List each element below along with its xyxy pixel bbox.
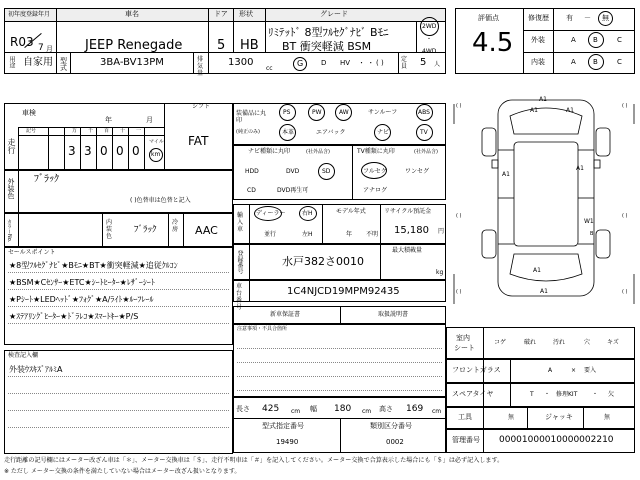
divider bbox=[523, 30, 635, 31]
glass-label: フロントガラス bbox=[452, 366, 501, 374]
navi-dvd: DVD bbox=[286, 168, 300, 175]
int-a: A bbox=[571, 58, 576, 66]
jack-label: ジャッキ bbox=[545, 413, 573, 421]
inspector-line: 外装ｳｽｷｽﾞｱﾙﾐA bbox=[9, 365, 63, 374]
navi-title: ナビ種類に丸印 bbox=[248, 148, 291, 155]
tv-fullseg: フルセグ bbox=[363, 168, 387, 175]
plate-side: 登録番号 bbox=[236, 250, 243, 274]
recycle-value: 15,180 bbox=[394, 225, 429, 236]
repair-no: 無 bbox=[602, 14, 609, 22]
jack-none: 無 bbox=[604, 414, 611, 421]
dmg-b: B bbox=[590, 231, 594, 237]
tv-oneseg: ワンセグ bbox=[405, 168, 430, 175]
divider bbox=[249, 280, 250, 302]
dmg-paren: ( ) bbox=[622, 103, 628, 109]
equip-aw: AW bbox=[339, 109, 349, 116]
divider bbox=[340, 306, 341, 324]
glass-a: A bbox=[548, 367, 553, 374]
sales-line: ★BSM★Cｾﾝｻｰ★ETC★ｼｰﾄﾋｰﾀｰ★ﾚｻﾞｰｼｰﾄ bbox=[9, 278, 155, 287]
year-era: R03 bbox=[10, 35, 34, 49]
type-label: 型式指定番号 bbox=[262, 422, 304, 430]
import-label: 輸入車 bbox=[237, 212, 244, 233]
dmg-a1: A1 bbox=[576, 165, 584, 172]
year-label: 初年度登録年月 bbox=[8, 11, 51, 18]
grade-line2: BT 衝突軽減 BSM bbox=[282, 40, 372, 53]
ac-label: 冷房 bbox=[172, 219, 179, 233]
dmg-w1: W1 bbox=[584, 218, 594, 225]
sales-line: ★8型ﾌﾙｾｸﾞﾅﾋﾞ★Bﾓﾆ★BT★衝突軽減★追従ｸﾙｺﾝ bbox=[9, 261, 178, 270]
mileage-digit: 3 bbox=[84, 144, 92, 158]
grade-label: グレード bbox=[320, 10, 348, 18]
divider bbox=[56, 8, 57, 74]
divider bbox=[168, 213, 169, 247]
equip-sub: (純正のみ) bbox=[236, 129, 260, 135]
ext-b: B bbox=[593, 36, 598, 44]
tools-label: 工具 bbox=[458, 413, 472, 421]
ext-c: C bbox=[617, 36, 622, 44]
spare-dot: ・ bbox=[592, 391, 599, 398]
repair-label: 修復歴 bbox=[528, 14, 549, 22]
spare-kit: 修理KIT bbox=[556, 391, 578, 398]
color-note: ( )色替車は色替と記入 bbox=[130, 197, 191, 204]
tv-sub: (社外品含) bbox=[414, 149, 438, 155]
fuel-d: D bbox=[321, 59, 327, 67]
divider bbox=[340, 418, 341, 453]
type-value: 19490 bbox=[276, 438, 299, 446]
equip-leather: 本革 bbox=[282, 129, 295, 136]
model-label: 型式 bbox=[60, 57, 67, 72]
rule bbox=[8, 410, 229, 411]
rule bbox=[8, 306, 229, 307]
month-unit: 月 bbox=[46, 45, 53, 53]
chassis-value: 1C4NJCD19MPM92435 bbox=[287, 286, 400, 297]
unit-mile: マイル bbox=[149, 139, 164, 145]
grade-title: 評価点 bbox=[478, 14, 499, 22]
digit-hyaku: 百 bbox=[104, 128, 110, 134]
digit-juu: 十 bbox=[120, 128, 126, 134]
fuel-g: G bbox=[297, 59, 304, 68]
divider bbox=[18, 127, 19, 170]
color-side-label: 外装色 bbox=[7, 178, 15, 199]
notes-section bbox=[233, 324, 446, 397]
inspect-label: 車検 bbox=[22, 109, 36, 117]
load-label: 最大積載量 bbox=[392, 247, 423, 254]
shape-value: HB bbox=[240, 38, 259, 53]
tv-analog: アナログ bbox=[363, 187, 388, 194]
equip-abs: ABS bbox=[418, 109, 430, 116]
divider bbox=[510, 359, 511, 383]
int-color-value: ﾌﾞﾗｯｸ bbox=[134, 225, 157, 235]
divider bbox=[380, 244, 381, 280]
dmg-a1: A1 bbox=[530, 107, 538, 114]
glass-repl: 要入 bbox=[584, 367, 597, 374]
int-color-label: 内装色 bbox=[106, 219, 113, 240]
rule bbox=[8, 323, 229, 324]
divider bbox=[380, 204, 381, 244]
seat-kizu: キズ bbox=[607, 339, 619, 346]
drive-dot: ・ bbox=[426, 36, 433, 43]
dmg-a1: A1 bbox=[533, 267, 541, 274]
cap-label: 定員 bbox=[401, 56, 408, 70]
repair-yes: 有 bbox=[566, 14, 573, 22]
plate-value: 水戸382さ0010 bbox=[282, 255, 364, 268]
equip-ps: PS bbox=[283, 109, 291, 116]
spare-label: スペアタイヤ bbox=[452, 390, 494, 398]
navi-cd: CD bbox=[247, 187, 256, 194]
seat-label1: 室内 bbox=[456, 334, 470, 342]
fuel-hv: HV bbox=[340, 59, 351, 67]
rule bbox=[8, 272, 229, 273]
dmg-a1: A1 bbox=[566, 107, 574, 114]
ac-value: AAC bbox=[195, 224, 218, 237]
divider bbox=[18, 170, 19, 213]
shift-value: FAT bbox=[188, 134, 209, 148]
rule bbox=[8, 376, 229, 377]
divider bbox=[193, 52, 194, 74]
rule bbox=[8, 289, 229, 290]
tools-none: 無 bbox=[508, 414, 515, 421]
len-cm: cm bbox=[291, 408, 301, 415]
footer-line1: 走行距離の記号欄にはメーター改ざん車は「＊」、メーター交換車は「＄」、走行不明車は「＃」を記入してください。メーター交換で合算表示した場合にも「＄」は必ず記入します。 bbox=[4, 457, 504, 464]
rule bbox=[8, 393, 229, 394]
use-value: 自家用 bbox=[23, 57, 53, 68]
divider bbox=[70, 52, 71, 74]
mileage-digit: 0 bbox=[132, 144, 140, 158]
digit-ichi: 一 bbox=[136, 128, 142, 134]
sales-label: セールスポイント bbox=[8, 249, 56, 256]
divider bbox=[18, 135, 164, 136]
ext-label: 外装 bbox=[531, 36, 545, 44]
divider bbox=[144, 127, 145, 170]
cat-label: 類別区分番号 bbox=[370, 422, 412, 430]
tv-title: TV種類に丸印 bbox=[357, 148, 395, 155]
hgt-value: 169 bbox=[406, 404, 424, 414]
footer-line2: ※ ただし メーター交換の条件を満たしていない場合はメーター改ざん扱いとなります。 bbox=[4, 468, 241, 475]
len-label: 長さ bbox=[236, 405, 250, 413]
rule bbox=[237, 390, 442, 391]
equip-tv: TV bbox=[420, 129, 428, 136]
hgt-label: 高さ bbox=[379, 405, 393, 413]
import-dealer: ディーラー bbox=[256, 210, 286, 217]
year-month: 7 bbox=[38, 43, 44, 53]
ext-a: A bbox=[571, 36, 576, 44]
dmg-paren: ( ) bbox=[456, 289, 462, 295]
import-parallel: 並行 bbox=[264, 231, 277, 238]
divider bbox=[102, 213, 103, 247]
divider bbox=[523, 52, 635, 53]
sales-line: ★ｽﾃｱﾘﾝｸﾞﾋｰﾀｰ★ﾄﾞﾗﾚｺ★ｽﾏｰﾄｷｰ★P/S bbox=[9, 312, 139, 321]
mileage-digit: 0 bbox=[100, 144, 108, 158]
notes-title: 注意事項・不具合箇所 bbox=[237, 326, 288, 332]
divider bbox=[183, 213, 184, 247]
inspector-label: 検査記入欄 bbox=[8, 352, 39, 359]
digit-sen: 千 bbox=[88, 128, 94, 134]
use-label: 用途 bbox=[8, 56, 15, 68]
drive-2wd: 2WD bbox=[422, 23, 437, 30]
mileage-digit: 0 bbox=[116, 144, 124, 158]
seat-yogore: 汚れ bbox=[553, 339, 566, 346]
cc-unit: cc bbox=[266, 65, 273, 72]
year-unknown: 不明 bbox=[366, 231, 379, 238]
divider bbox=[128, 127, 129, 170]
divider bbox=[523, 8, 524, 74]
docs-warranty: 新車保証書 bbox=[270, 311, 301, 318]
mgmt-value: 00001000010000002210 bbox=[499, 435, 614, 445]
divider bbox=[64, 127, 65, 170]
model-value: 3BA-BV13PM bbox=[100, 57, 164, 68]
seat-label2: シート bbox=[454, 344, 475, 352]
record-label: 記号 bbox=[26, 128, 37, 134]
int-label: 内装 bbox=[531, 58, 545, 66]
divider bbox=[96, 127, 97, 170]
grade-score: 4.5 bbox=[472, 28, 514, 58]
shape-label: 形状 bbox=[239, 10, 253, 18]
person-unit: 人 bbox=[434, 61, 441, 68]
chassis-side: 車台番号 bbox=[236, 283, 243, 311]
len-value: 425 bbox=[262, 404, 280, 414]
wid-cm: cm bbox=[362, 408, 372, 415]
rule bbox=[237, 348, 442, 349]
dmg-a1: A1 bbox=[540, 288, 548, 295]
spare-ketsu: 欠 bbox=[608, 391, 615, 398]
repair-dash: － bbox=[584, 14, 591, 22]
divider bbox=[208, 52, 209, 74]
doors-label: ドア bbox=[214, 10, 228, 18]
equip-navi: ナビ bbox=[377, 129, 390, 136]
seat-koge: コゲ bbox=[494, 339, 507, 346]
divider bbox=[583, 407, 584, 429]
cat-value: 0002 bbox=[386, 438, 404, 446]
inspect-month: 月 bbox=[146, 116, 153, 124]
recycle-label: リサイクル預託金 bbox=[384, 208, 432, 215]
divider bbox=[164, 103, 165, 170]
dmg-paren: ( ) bbox=[456, 213, 462, 219]
dmg-paren: ( ) bbox=[456, 103, 462, 109]
dmg-paren: ( ) bbox=[622, 289, 628, 295]
drive-4wd: 4WD bbox=[422, 48, 437, 55]
int-b: B bbox=[593, 58, 598, 66]
int-c: C bbox=[617, 58, 622, 66]
import-rh: 右H bbox=[302, 210, 313, 217]
year-unit: 年 bbox=[346, 231, 353, 238]
dmg-a1: A1 bbox=[539, 96, 547, 103]
mgmt-label: 管理番号 bbox=[452, 436, 480, 444]
navi-hdd: HDD bbox=[245, 168, 259, 175]
model-year-label: モデル年式 bbox=[336, 208, 366, 215]
hgt-cm: cm bbox=[432, 408, 442, 415]
divider bbox=[249, 204, 250, 244]
glass-x: × bbox=[571, 367, 577, 374]
divider bbox=[416, 22, 417, 52]
divider bbox=[18, 213, 19, 247]
wid-label: 幅 bbox=[310, 405, 317, 413]
navi-sub: (社外品含) bbox=[306, 149, 330, 155]
unit-km: km bbox=[151, 151, 161, 158]
docs-manual: 取扱説明書 bbox=[378, 311, 409, 318]
shift-label: シフト bbox=[192, 103, 211, 110]
equip-airbag: エアバック bbox=[316, 129, 346, 136]
equip-sunroof: サンルーフ bbox=[368, 109, 398, 116]
spare-t: T bbox=[530, 391, 534, 398]
fuel-rest: ・ ・ bbox=[358, 59, 375, 67]
divider bbox=[265, 8, 266, 52]
recycle-yen: 円 bbox=[438, 228, 445, 235]
color-code-label: カラーNo. bbox=[6, 219, 12, 243]
navi-dvdp: DVD再生可 bbox=[277, 187, 309, 194]
divider bbox=[398, 52, 399, 74]
equip-label: 装備品に丸印 bbox=[236, 110, 267, 124]
rule bbox=[237, 362, 442, 363]
grade-line1: ﾘﾐﾃｯﾄﾞ 8型ﾌﾙｾｸﾞﾅﾋﾞ Bﾓﾆ bbox=[268, 26, 389, 39]
divider bbox=[249, 244, 250, 280]
inspect-year: 年 bbox=[105, 116, 112, 124]
fuel-paren: ( ) bbox=[376, 59, 384, 67]
disp-value: 1300 bbox=[228, 57, 254, 68]
divider bbox=[352, 145, 353, 200]
doors-value: 5 bbox=[217, 38, 226, 53]
seat-yabure: 破れ bbox=[524, 339, 537, 346]
divider bbox=[553, 8, 554, 74]
divider bbox=[80, 127, 81, 170]
spare-dot: ・ bbox=[544, 391, 551, 398]
divider bbox=[510, 383, 511, 407]
mileage-digit: 3 bbox=[68, 144, 76, 158]
dmg-a1: A1 bbox=[502, 171, 510, 178]
dmg-paren: ( ) bbox=[622, 213, 628, 219]
color-value: ﾌﾞﾗｯｸ bbox=[34, 174, 59, 185]
rule bbox=[8, 427, 229, 428]
cap-value: 5 bbox=[420, 57, 427, 68]
seat-ana: 穴 bbox=[584, 339, 591, 346]
divider bbox=[208, 8, 209, 52]
import-lh: 左H bbox=[302, 231, 313, 238]
load-kg: kg bbox=[436, 269, 444, 276]
divider bbox=[527, 407, 528, 429]
divider bbox=[112, 127, 113, 170]
car-diagram bbox=[452, 94, 636, 314]
divider bbox=[48, 127, 49, 170]
name-label: 車名 bbox=[125, 10, 139, 18]
mileage-side-label: 走行 bbox=[7, 138, 16, 154]
navi-sd: SD bbox=[322, 168, 331, 175]
wid-value: 180 bbox=[334, 404, 352, 414]
divider bbox=[233, 8, 234, 52]
disp-label: 排気量 bbox=[197, 56, 204, 77]
rule bbox=[237, 376, 442, 377]
equip-pw: PW bbox=[312, 109, 322, 116]
car-name: JEEP Renegade bbox=[85, 38, 183, 53]
digit-man: 万 bbox=[72, 128, 78, 134]
sales-line: ★Pｼｰﾄ★LEDﾍｯﾄﾞ★ﾌｫｸﾞ★A/ﾗｲﾄ★ﾙｰﾌﾚｰﾙ bbox=[9, 295, 154, 304]
divider bbox=[322, 204, 323, 244]
